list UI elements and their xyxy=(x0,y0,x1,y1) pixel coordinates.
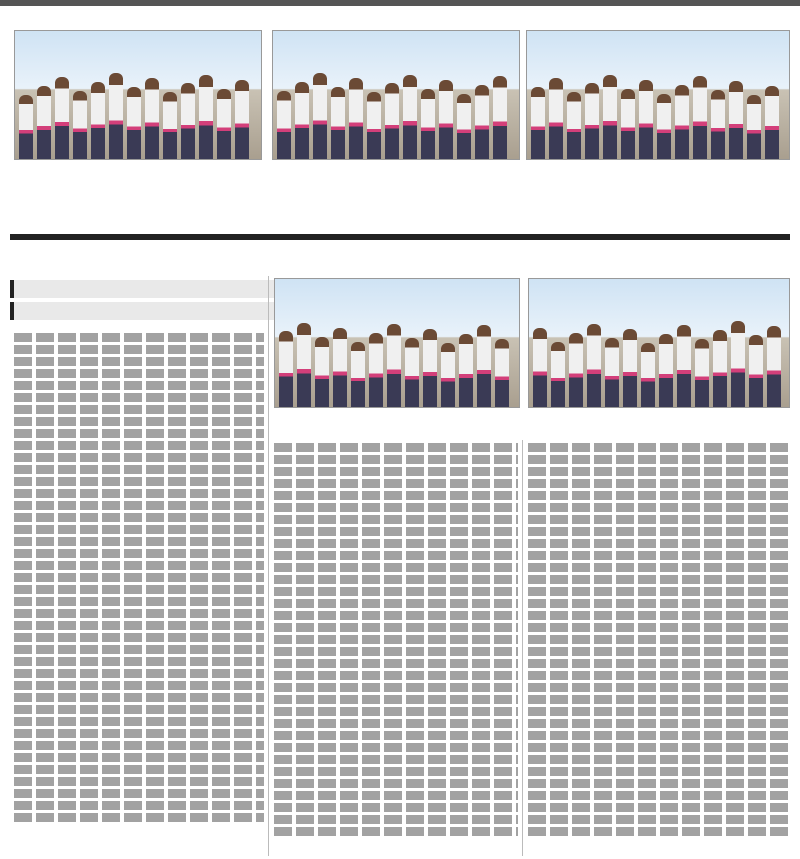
person-silhouette xyxy=(621,89,635,159)
person-silhouette xyxy=(459,334,473,407)
person-silhouette xyxy=(55,77,69,159)
headline-placeholder xyxy=(10,234,790,240)
person-silhouette xyxy=(641,343,655,407)
person-silhouette xyxy=(731,321,745,407)
person-silhouette xyxy=(695,339,709,407)
person-silhouette xyxy=(91,82,105,159)
person-silhouette xyxy=(747,95,761,159)
person-silhouette xyxy=(297,323,311,407)
person-silhouette xyxy=(217,89,231,159)
person-silhouette xyxy=(551,342,565,407)
person-silhouette xyxy=(295,82,309,159)
person-silhouette xyxy=(181,83,195,159)
person-silhouette xyxy=(405,338,419,407)
person-silhouette xyxy=(349,78,363,159)
person-silhouette xyxy=(711,90,725,159)
person-silhouette xyxy=(605,338,619,407)
person-silhouette xyxy=(369,333,383,407)
person-silhouette xyxy=(313,73,327,159)
person-silhouette xyxy=(767,326,781,407)
column-left xyxy=(14,330,264,825)
person-silhouette xyxy=(531,87,545,159)
person-silhouette xyxy=(765,86,779,159)
column-divider-2 xyxy=(522,440,523,856)
person-silhouette xyxy=(333,328,347,407)
headline xyxy=(10,206,790,268)
person-silhouette xyxy=(659,334,673,407)
person-silhouette xyxy=(19,95,33,159)
person-silhouette xyxy=(423,329,437,407)
photo-mid-right xyxy=(528,278,790,408)
person-silhouette xyxy=(421,89,435,159)
photo-top-left xyxy=(14,30,262,160)
person-silhouette xyxy=(441,343,455,407)
photo-top-middle xyxy=(272,30,520,160)
column-middle xyxy=(274,440,518,839)
person-silhouette xyxy=(585,83,599,159)
person-silhouette xyxy=(475,85,489,159)
person-silhouette xyxy=(351,342,365,407)
person-silhouette xyxy=(37,86,51,159)
column-right xyxy=(528,440,788,839)
person-silhouette xyxy=(457,94,471,159)
bullet-1 xyxy=(10,280,274,298)
person-silhouette xyxy=(639,80,653,159)
person-silhouette xyxy=(693,76,707,159)
person-silhouette xyxy=(279,331,293,407)
person-silhouette xyxy=(163,92,177,159)
person-silhouette xyxy=(493,76,507,159)
person-silhouette xyxy=(315,337,329,407)
person-silhouette xyxy=(677,325,691,407)
person-silhouette xyxy=(331,87,345,159)
person-silhouette xyxy=(385,83,399,159)
person-silhouette xyxy=(587,324,601,407)
bullet-2 xyxy=(10,302,274,320)
person-silhouette xyxy=(603,75,617,159)
person-silhouette xyxy=(713,330,727,407)
person-silhouette xyxy=(533,328,547,407)
person-silhouette xyxy=(569,333,583,407)
person-silhouette xyxy=(439,80,453,159)
top-rule xyxy=(0,0,800,6)
photo-top-right xyxy=(526,30,790,160)
person-silhouette xyxy=(729,81,743,159)
person-silhouette xyxy=(109,73,123,159)
column-divider-1 xyxy=(268,276,269,856)
person-silhouette xyxy=(145,78,159,159)
person-silhouette xyxy=(235,80,249,159)
person-silhouette xyxy=(199,75,213,159)
person-silhouette xyxy=(277,91,291,159)
person-silhouette xyxy=(749,335,763,407)
person-silhouette xyxy=(567,92,581,159)
person-silhouette xyxy=(675,85,689,159)
person-silhouette xyxy=(127,87,141,159)
person-silhouette xyxy=(623,329,637,407)
person-silhouette xyxy=(549,78,563,159)
person-silhouette xyxy=(477,325,491,407)
person-silhouette xyxy=(367,92,381,159)
person-silhouette xyxy=(495,339,509,407)
person-silhouette xyxy=(73,91,87,159)
person-silhouette xyxy=(387,324,401,407)
photo-mid-center xyxy=(274,278,520,408)
person-silhouette xyxy=(657,94,671,159)
person-silhouette xyxy=(403,75,417,159)
